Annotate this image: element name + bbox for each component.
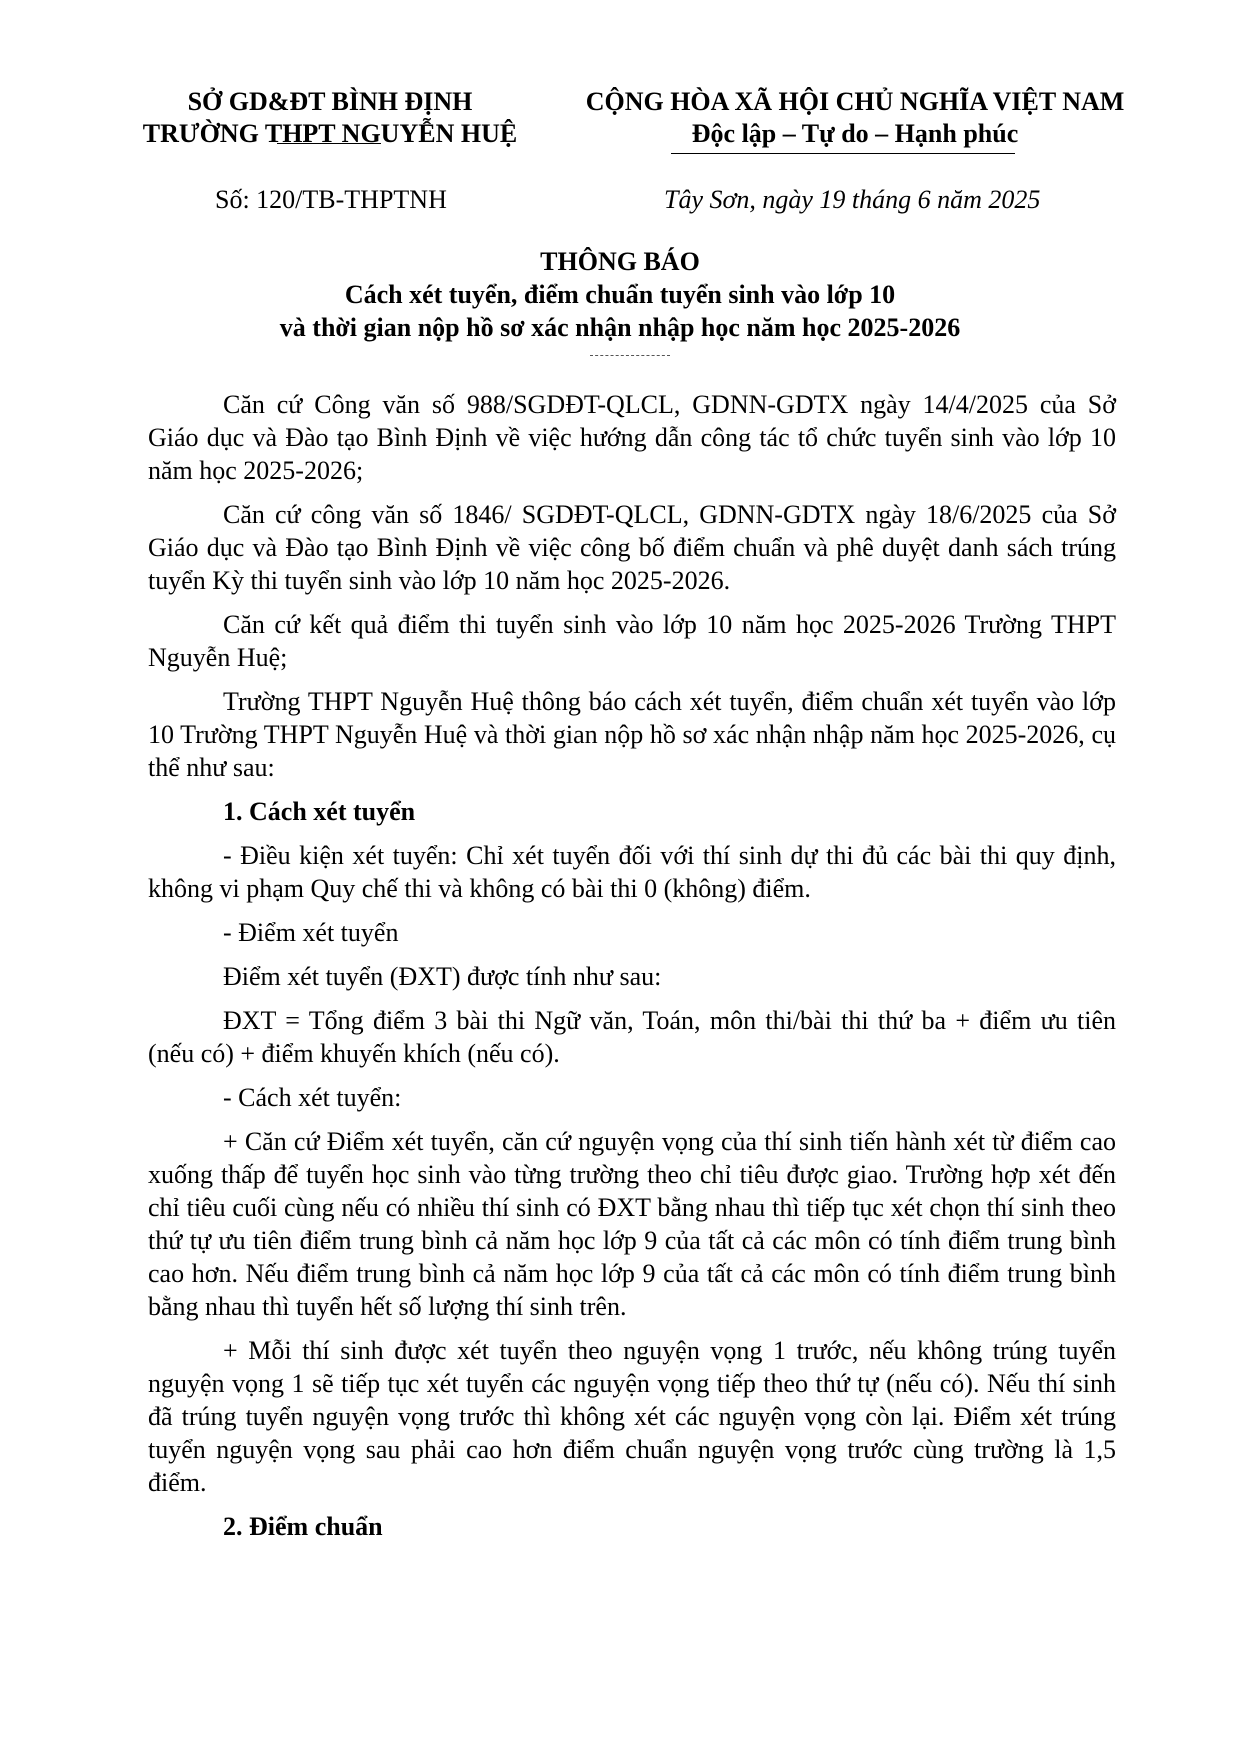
issuer-header [130,86,530,150]
paragraph: Điểm xét tuyển (ĐXT) được tính như sau: [223,962,662,991]
section-heading: 1. Cách xét tuyển [223,797,416,826]
motto-underline [671,153,1015,154]
national-title: CỘNG HÒA XÃ HỘI CHỦ NGHĨA VIỆT NAM [585,87,1125,116]
issuer-school: TRƯỜNG THPT NGUYỄN HUỆ [142,119,518,148]
paragraph: Căn cứ kết quả điểm thi tuyển sinh vào lớp 10 năm học 2025-2026 Trường THPT Nguyễn Huệ; [148,610,1116,672]
document-title [130,245,1110,344]
document-body [148,388,1116,1543]
title-line-3: và thời gian nộp hồ sơ xác nhận nhập học năm học 2025-2026 [279,313,961,342]
issuer-department: SỞ GD&ĐT BÌNH ĐỊNH [187,87,473,116]
section-heading: 2. Điểm chuẩn [223,1512,383,1541]
title-line-1: THÔNG BÁO [540,247,700,276]
paragraph: Căn cứ Công văn số 988/SGDĐT-QLCL, GDNN-GDTX ngày 14/4/2025 của Sở Giáo dục và Đào tạo Bình Định về việc hướng dẫn công tác tổ chức tuyển sinh vào lớp 10 năm học 2025-2026; [148,390,1116,485]
paragraph: Trường THPT Nguyễn Huệ thông báo cách xét tuyển, điểm chuẩn xét tuyển vào lớp 10 Trường THPT Nguyễn Huệ và thời gian nộp hồ sơ xác nhận nhập năm học 2025-2026, cụ thể như sau: [148,687,1116,782]
title-separator [590,355,670,356]
paragraph: - Điểm xét tuyển [223,918,399,947]
national-motto: Độc lập – Tự do – Hạnh phúc [691,119,1019,148]
title-line-2: Cách xét tuyển, điểm chuẩn tuyển sinh vào lớp 10 [344,280,896,309]
paragraph: ĐXT = Tổng điểm 3 bài thi Ngữ văn, Toán, môn thi/bài thi thứ ba + điểm ưu tiên (nếu có) + điểm khuyến khích (nếu có). [148,1006,1116,1068]
issuer-underline [277,143,381,144]
paragraph: + Mỗi thí sinh được xét tuyển theo nguyện vọng 1 trước, nếu không trúng tuyển nguyện vọng 1 sẽ tiếp tục xét tuyển các nguyện vọng tiếp theo thứ tự (nếu có). Nếu thí sinh đã trúng tuyển nguyện vọng trước thì không xét các nguyện vọng còn lại. Điểm xét trúng tuyển nguyện vọng sau phải cao hơn điểm chuẩn nguyện vọng trước cùng trường là 1,5 điểm. [148,1336,1116,1497]
paragraph: - Cách xét tuyển: [223,1083,402,1112]
national-header [560,86,1150,150]
paragraph: - Điều kiện xét tuyển: Chỉ xét tuyển đối với thí sinh dự thi đủ các bài thi quy định, không vi phạm Quy chế thi và không có bài thi 0 (không) điểm. [148,841,1116,903]
document-number: Số: 120/TB-THPTNH [215,185,447,214]
place-and-date: Tây Sơn, ngày 19 tháng 6 năm 2025 [664,185,1041,214]
paragraph: Căn cứ công văn số 1846/ SGDĐT-QLCL, GDNN-GDTX ngày 18/6/2025 của Sở Giáo dục và Đào tạo Bình Định về việc công bố điểm chuẩn và phê duyệt danh sách trúng tuyển Kỳ thi tuyển sinh vào lớp 10 năm học 2025-2026. [148,500,1116,595]
paragraph: + Căn cứ Điểm xét tuyển, căn cứ nguyện vọng của thí sinh tiến hành xét từ điểm cao xuống thấp để tuyển học sinh vào từng trường theo chỉ tiêu được giao. Trường hợp xét đến chỉ tiêu cuối cùng nếu có nhiều thí sinh có ĐXT bằng nhau thì tiếp tục xét chọn thí sinh theo thứ tự ưu tiên điểm trung bình cả năm học lớp 9 của tất cả các môn có tính điểm trung bình cao hơn. Nếu điểm trung bình cả năm học lớp 9 của tất cả các môn có tính điểm trung bình bằng nhau thì tuyển hết số lượng thí sinh trên. [148,1127,1116,1321]
